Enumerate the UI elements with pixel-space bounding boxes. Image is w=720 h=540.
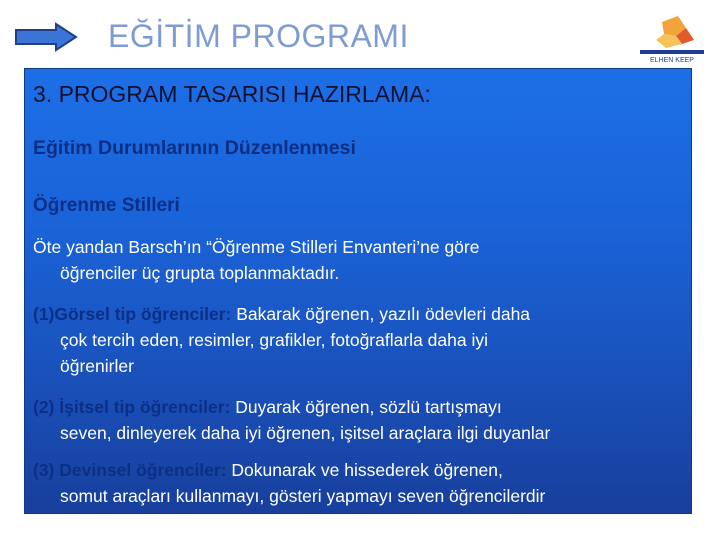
item-text: seven, dinleyerek daha iyi öğrenen, işitsel araçlara ilgi duyanlar — [60, 423, 551, 443]
intro-paragraph — [33, 234, 683, 286]
list-item — [33, 301, 683, 379]
svg-text:ELHEN KEEP: ELHEN KEEP — [650, 57, 694, 64]
item-text: Dokunarak ve hissederek öğrenen, — [226, 460, 503, 480]
item-label: (2) İşitsel tip öğrenciler: — [33, 397, 231, 417]
section-heading: 3. PROGRAM TASARISI HAZIRLAMA: — [33, 81, 431, 107]
item-label: (3) Devinsel öğrenciler: — [33, 460, 227, 480]
list-item — [33, 394, 683, 446]
page-title: EĞİTİM PROGRAMI — [108, 18, 409, 54]
item-text: çok tercih eden, resimler, grafikler, fotoğraflarla daha iyi — [60, 330, 488, 350]
intro-line: öğrenciler üç grupta toplanmaktadır. — [60, 263, 340, 283]
logo-icon — [636, 14, 708, 66]
item-text: somut araçları kullanmayı, gösteri yapmayı seven öğrencilerdir — [60, 486, 546, 506]
intro-line: Öte yandan Barsch’ın “Öğrenme Stilleri Envanteri’ne göre — [33, 237, 480, 257]
item-label: (1)Görsel tip öğrenciler: — [33, 304, 232, 324]
arrow-right-icon — [14, 22, 78, 52]
content-panel — [24, 68, 692, 514]
item-text: Bakarak öğrenen, yazılı ödevleri daha — [231, 304, 531, 324]
topic-heading: Öğrenme Stilleri — [33, 195, 180, 216]
item-text: öğrenirler — [60, 356, 134, 376]
subheading: Eğitim Durumlarının Düzenlenmesi — [33, 137, 356, 159]
list-item — [33, 457, 683, 509]
item-text: Duyarak öğrenen, sözlü tartışmayı — [230, 397, 502, 417]
